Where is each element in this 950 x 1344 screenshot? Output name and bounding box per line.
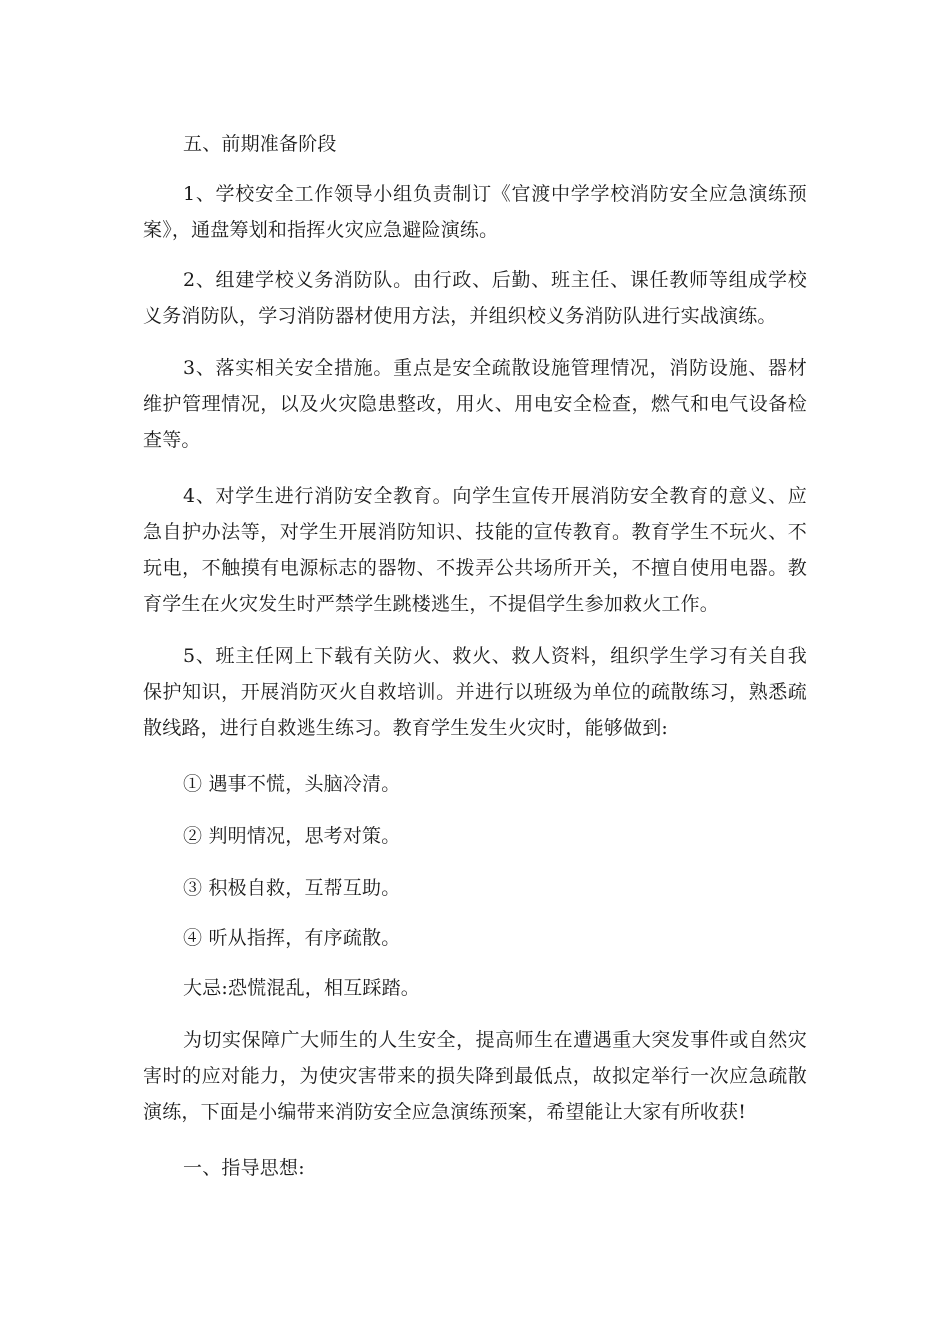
list-item-2: ② 判明情况，思考对策。: [183, 825, 401, 847]
list-item-3: ③ 积极自救，互帮互助。: [183, 877, 401, 899]
paragraph-item-4: 4、对学生进行消防安全教育。向学生宣传开展消防安全教育的意义、应急自护办法等，对学生开展消防知识、技能的宣传教育。教育学生不玩火、不玩电，不触摸有电源标志的器物、不拨弄公共场所开关，不擅自使用电器。教育学生在火灾发生时严禁学生跳楼逃生，不提倡学生参加救火工作。: [143, 485, 807, 615]
paragraph-item-2: 2、组建学校义务消防队。由行政、后勤、班主任、课任教师等组成学校义务消防队，学习消防器材使用方法，并组织校义务消防队进行实战演练。: [143, 269, 807, 327]
paragraph-item-1: 1、学校安全工作领导小组负责制订《官渡中学学校消防安全应急演练预案》，通盘筹划和指挥火灾应急避险演练。: [143, 183, 807, 241]
list-item-4: ④ 听从指挥，有序疏散。: [183, 927, 401, 949]
list-item-1: ① 遇事不慌，头脑冷清。: [183, 773, 401, 795]
intro-paragraph: 为切实保障广大师生的人生安全，提高师生在遭遇重大突发事件或自然灾害时的应对能力，为使灾害带来的损失降到最低点，故拟定举行一次应急疏散演练，下面是小编带来消防安全应急演练预案，希望能让大家有所收获!: [143, 1029, 807, 1123]
paragraph-item-3: 3、落实相关安全措施。重点是安全疏散设施管理情况，消防设施、器材维护管理情况，以及火灾隐患整改，用火、用电安全检查，燃气和电气设备检查等。: [143, 357, 807, 451]
paragraph-item-5: 5、班主任网上下载有关防火、救火、救人资料，组织学生学习有关自我保护知识，开展消防灭火自救培训。并进行以班级为单位的疏散练习，熟悉疏散线路，进行自救逃生练习。教育学生发生火灾时，能够做到:: [143, 645, 807, 739]
section-heading-preparation: 五、前期准备阶段: [183, 133, 337, 155]
section-heading-guiding-thought: 一、指导思想:: [183, 1157, 305, 1179]
warning-line: 大忌:恐慌混乱，相互踩踏。: [183, 977, 421, 999]
